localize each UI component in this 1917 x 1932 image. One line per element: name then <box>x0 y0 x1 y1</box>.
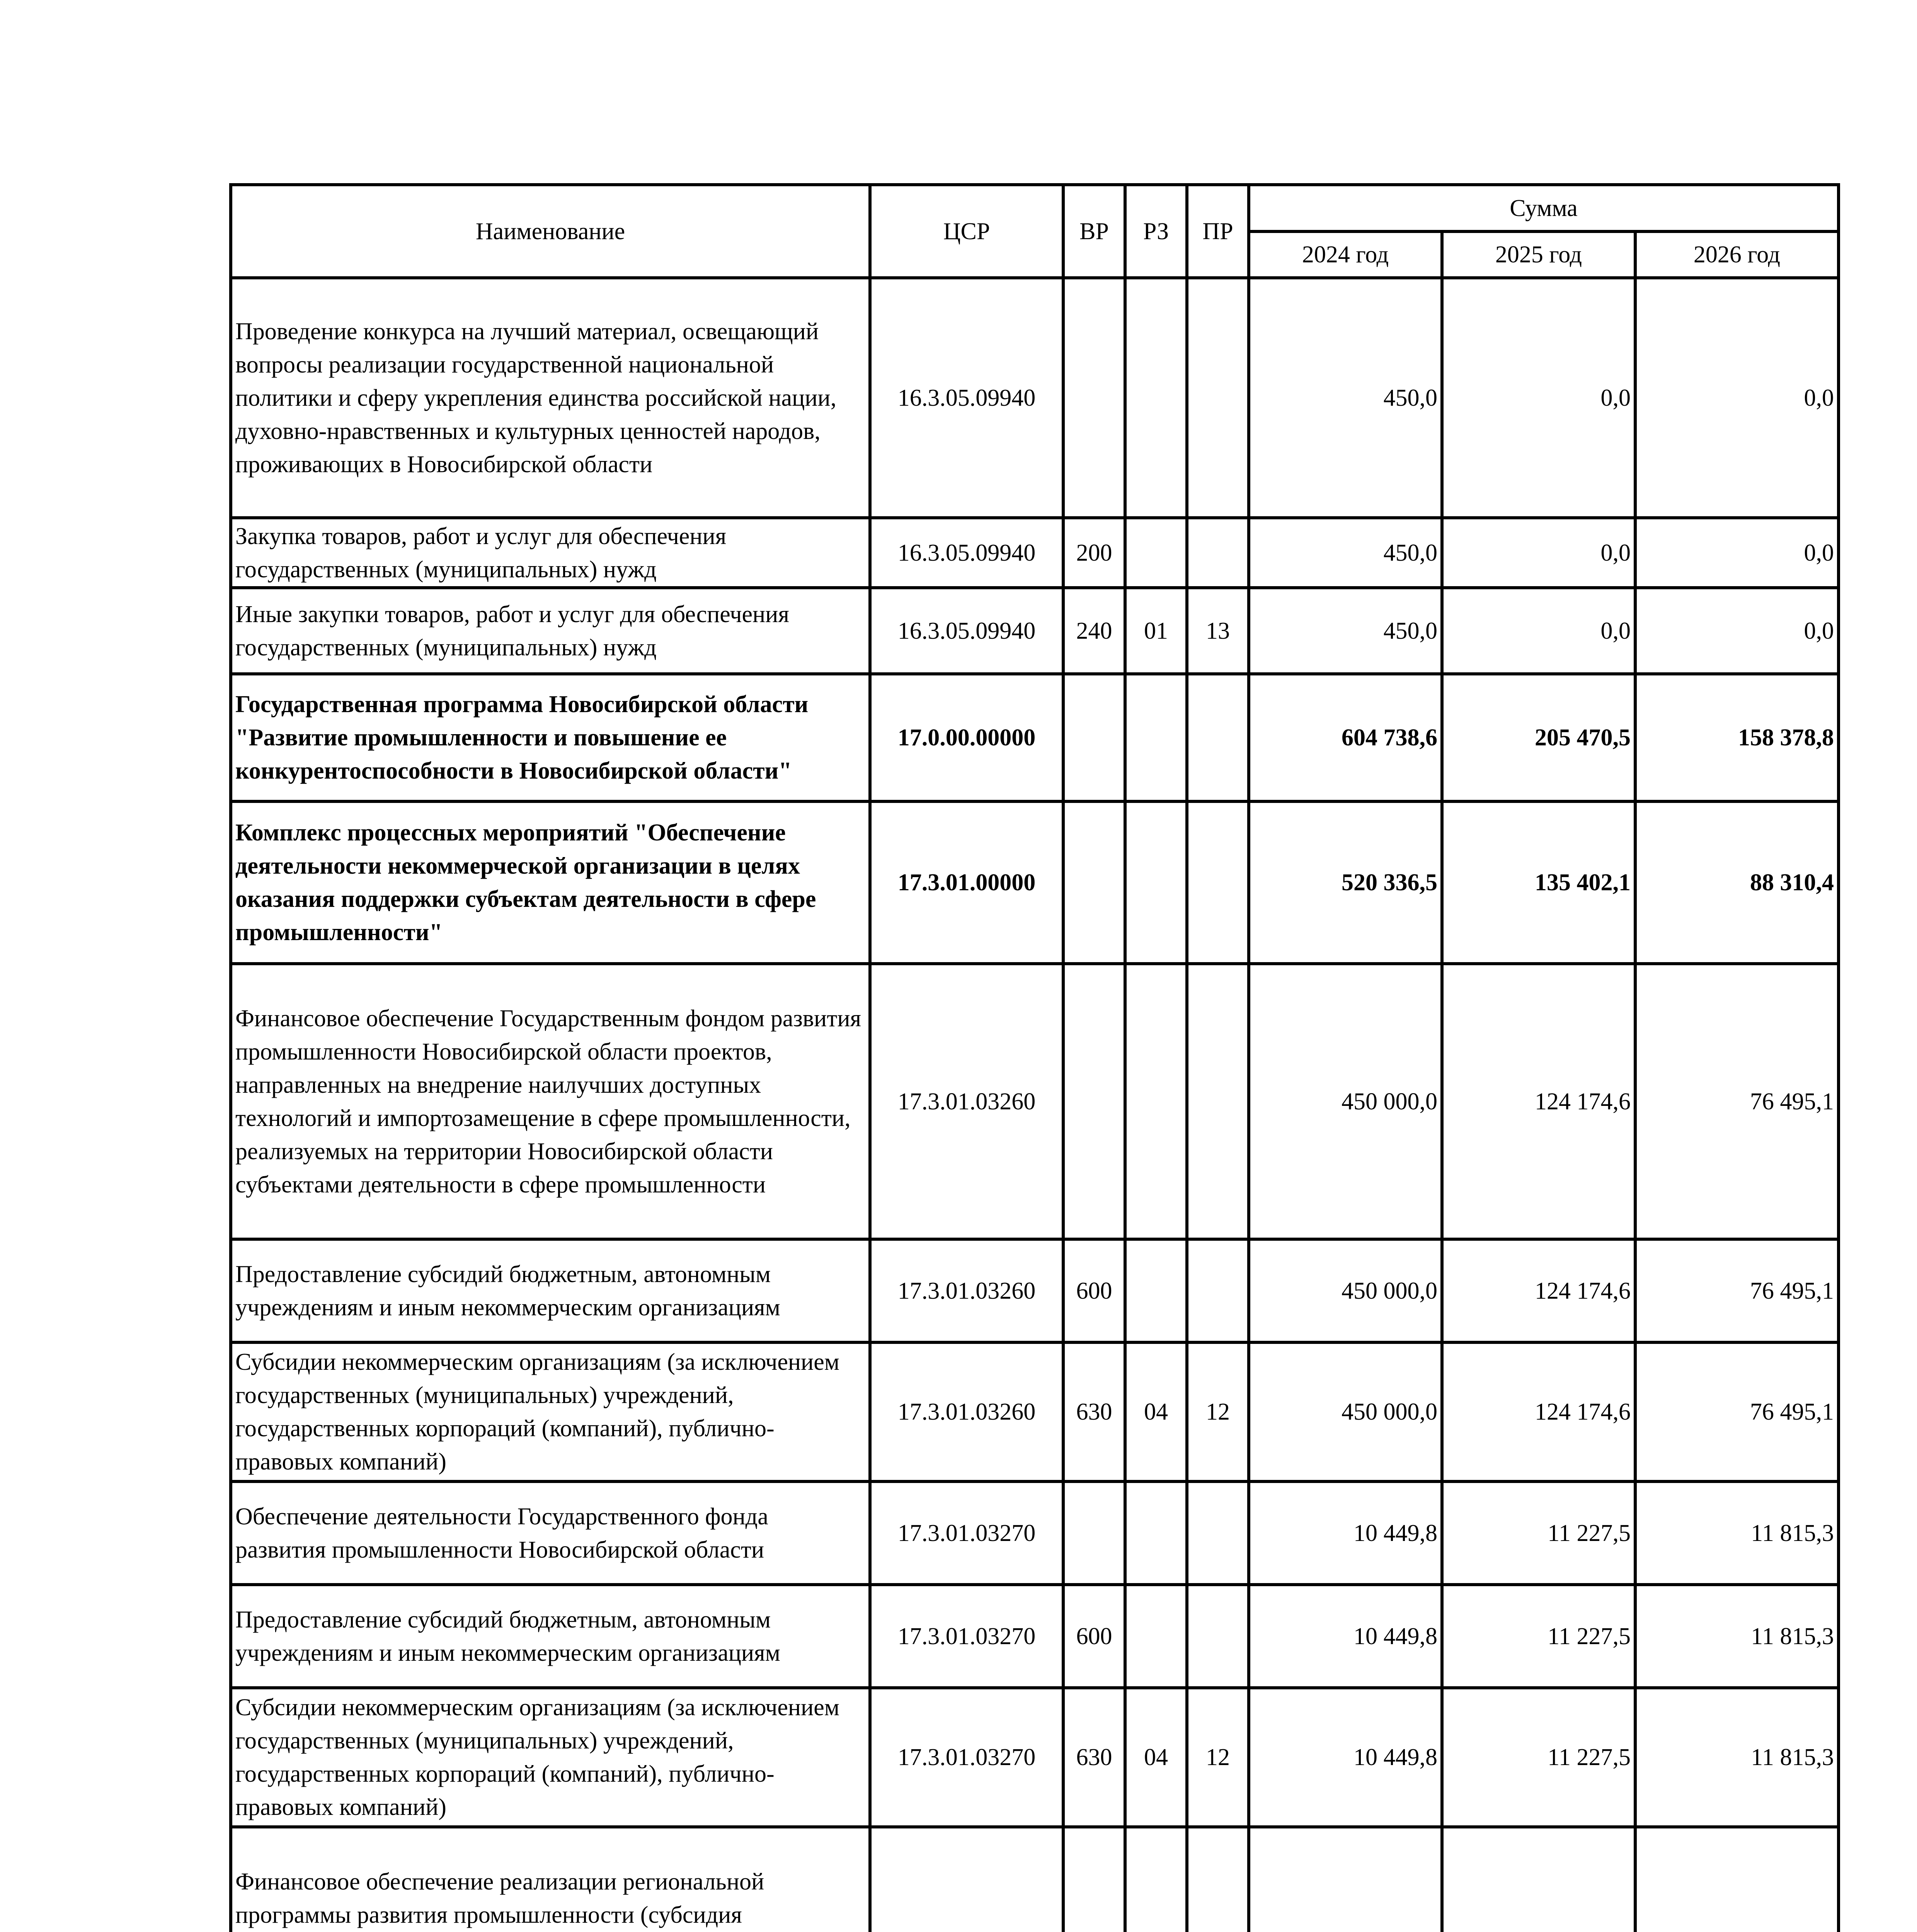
table-row <box>231 1688 1839 1827</box>
header-pr: ПР <box>1187 185 1249 278</box>
cell-sum-2026: 11 815,3 <box>1635 1688 1839 1827</box>
table-row <box>231 674 1839 801</box>
table-row <box>231 1239 1839 1342</box>
cell-sum-2024: 450 000,0 <box>1249 964 1442 1239</box>
cell-sum-2026: 11 815,3 <box>1635 1585 1839 1688</box>
cell-vr <box>1063 801 1125 964</box>
cell-pr <box>1187 1585 1249 1688</box>
cell-vr <box>1063 278 1125 518</box>
cell-csr: 16.3.05.09940 <box>870 588 1063 674</box>
header-rz: РЗ <box>1125 185 1187 278</box>
cell-sum-2025: 11 227,5 <box>1442 1585 1635 1688</box>
cell-csr: 17.3.01.03260 <box>870 1239 1063 1342</box>
cell-rz: 04 <box>1125 1342 1187 1481</box>
cell-name: Закупка товаров, работ и услуг для обеспечения государственных (муниципальных) нужд <box>231 518 870 588</box>
cell-sum-2026: 158 378,8 <box>1635 674 1839 801</box>
cell-pr <box>1187 964 1249 1239</box>
table-row <box>231 588 1839 674</box>
cell-sum-2025: 124 174,6 <box>1442 1239 1635 1342</box>
cell-csr: 17.3.01.03270 <box>870 1585 1063 1688</box>
cell-sum-2024: 604 738,6 <box>1249 674 1442 801</box>
cell-vr: 630 <box>1063 1688 1125 1827</box>
cell-rz: 04 <box>1125 1688 1187 1827</box>
cell-rz <box>1125 1239 1187 1342</box>
budget-table <box>229 183 1840 1932</box>
cell-csr <box>870 1827 1063 1932</box>
cell-rz <box>1125 964 1187 1239</box>
cell-sum-2024: 10 449,8 <box>1249 1481 1442 1585</box>
cell-name: Финансовое обеспечение Государственным фондом развития промышленности Новосибирской области проектов, направленных на внедрение наилучших доступных технологий и импортозамещение в сфере промышленности, реализуемых на территории Новосибирской области субъектами деятельности в сфере промышленности <box>231 964 870 1239</box>
cell-rz <box>1125 1827 1187 1932</box>
cell-sum-2026: 0,0 <box>1635 588 1839 674</box>
header-year-2026: 2026 год <box>1635 231 1839 278</box>
cell-sum-2025: 0,0 <box>1442 278 1635 518</box>
cell-csr: 16.3.05.09940 <box>870 278 1063 518</box>
cell-csr: 16.3.05.09940 <box>870 518 1063 588</box>
cell-sum-2025 <box>1442 1827 1635 1932</box>
cell-sum-2026: 0,0 <box>1635 518 1839 588</box>
cell-rz: 01 <box>1125 588 1187 674</box>
header-year-2025: 2025 год <box>1442 231 1635 278</box>
cell-sum-2024 <box>1249 1827 1442 1932</box>
table-body <box>231 278 1839 1932</box>
header-vr: ВР <box>1063 185 1125 278</box>
cell-name: Обеспечение деятельности Государственного фонда развития промышленности Новосибирской области <box>231 1481 870 1585</box>
cell-sum-2025: 0,0 <box>1442 518 1635 588</box>
cell-sum-2024: 450,0 <box>1249 588 1442 674</box>
cell-sum-2026: 76 495,1 <box>1635 1342 1839 1481</box>
table-row <box>231 801 1839 964</box>
table-row <box>231 1585 1839 1688</box>
cell-sum-2025: 135 402,1 <box>1442 801 1635 964</box>
cell-rz <box>1125 1481 1187 1585</box>
cell-vr: 200 <box>1063 518 1125 588</box>
cell-sum-2025: 124 174,6 <box>1442 964 1635 1239</box>
cell-rz <box>1125 801 1187 964</box>
cell-pr <box>1187 1239 1249 1342</box>
cell-sum-2025: 11 227,5 <box>1442 1481 1635 1585</box>
cell-sum-2024: 10 449,8 <box>1249 1585 1442 1688</box>
cell-sum-2024: 520 336,5 <box>1249 801 1442 964</box>
cell-sum-2026: 11 815,3 <box>1635 1481 1839 1585</box>
cell-rz <box>1125 278 1187 518</box>
cell-pr: 12 <box>1187 1342 1249 1481</box>
cell-csr: 17.3.01.03270 <box>870 1481 1063 1585</box>
cell-name: Финансовое обеспечение реализации региональной программы развития промышленности (субсидия <box>231 1827 870 1932</box>
cell-rz <box>1125 518 1187 588</box>
cell-vr <box>1063 1827 1125 1932</box>
header-name: Наименование <box>231 185 870 278</box>
cell-sum-2025: 11 227,5 <box>1442 1688 1635 1827</box>
table-row <box>231 1481 1839 1585</box>
cell-name: Проведение конкурса на лучший материал, освещающий вопросы реализации государственной национальной политики и сферу укрепления единства российской нации, духовно-нравственных и культурных ценностей народов, проживающих в Новосибирской области <box>231 278 870 518</box>
cell-sum-2025: 0,0 <box>1442 588 1635 674</box>
cell-name: Предоставление субсидий бюджетным, автономным учреждениям и иным некоммерческим организациям <box>231 1585 870 1688</box>
cell-name: Комплекс процессных мероприятий "Обеспечение деятельности некоммерческой организации в целях оказания поддержки субъектам деятельности в сфере промышленности" <box>231 801 870 964</box>
cell-csr: 17.3.01.03270 <box>870 1688 1063 1827</box>
cell-csr: 17.0.00.00000 <box>870 674 1063 801</box>
cell-pr <box>1187 674 1249 801</box>
cell-vr: 600 <box>1063 1239 1125 1342</box>
cell-name: Государственная программа Новосибирской области "Развитие промышленности и повышение ее конкурентоспособности в Новосибирской области" <box>231 674 870 801</box>
cell-rz <box>1125 1585 1187 1688</box>
cell-csr: 17.3.01.03260 <box>870 964 1063 1239</box>
cell-vr <box>1063 1481 1125 1585</box>
table-row <box>231 278 1839 518</box>
cell-pr: 13 <box>1187 588 1249 674</box>
cell-sum-2024: 450,0 <box>1249 518 1442 588</box>
cell-pr <box>1187 1481 1249 1585</box>
cell-sum-2026 <box>1635 1827 1839 1932</box>
cell-sum-2024: 450,0 <box>1249 278 1442 518</box>
table-row <box>231 518 1839 588</box>
cell-sum-2024: 10 449,8 <box>1249 1688 1442 1827</box>
table-row <box>231 1827 1839 1932</box>
cell-sum-2026: 76 495,1 <box>1635 964 1839 1239</box>
cell-vr <box>1063 964 1125 1239</box>
cell-vr <box>1063 674 1125 801</box>
header-year-2024: 2024 год <box>1249 231 1442 278</box>
cell-pr <box>1187 801 1249 964</box>
header-csr: ЦСР <box>870 185 1063 278</box>
cell-vr: 630 <box>1063 1342 1125 1481</box>
cell-rz <box>1125 674 1187 801</box>
cell-sum-2024: 450 000,0 <box>1249 1342 1442 1481</box>
cell-pr <box>1187 278 1249 518</box>
cell-sum-2025: 124 174,6 <box>1442 1342 1635 1481</box>
cell-sum-2024: 450 000,0 <box>1249 1239 1442 1342</box>
cell-name: Предоставление субсидий бюджетным, автономным учреждениям и иным некоммерческим организациям <box>231 1239 870 1342</box>
table-row <box>231 964 1839 1239</box>
cell-vr: 240 <box>1063 588 1125 674</box>
cell-pr <box>1187 518 1249 588</box>
cell-csr: 17.3.01.03260 <box>870 1342 1063 1481</box>
cell-sum-2025: 205 470,5 <box>1442 674 1635 801</box>
cell-csr: 17.3.01.00000 <box>870 801 1063 964</box>
cell-sum-2026: 88 310,4 <box>1635 801 1839 964</box>
cell-name: Субсидии некоммерческим организациям (за исключением государственных (муниципальных) учреждений, государственных корпораций (компаний), публично-правовых компаний) <box>231 1688 870 1827</box>
cell-vr: 600 <box>1063 1585 1125 1688</box>
table-row <box>231 1342 1839 1481</box>
cell-name: Субсидии некоммерческим организациям (за исключением государственных (муниципальных) учреждений, государственных корпораций (компаний), публично-правовых компаний) <box>231 1342 870 1481</box>
cell-pr <box>1187 1827 1249 1932</box>
cell-name: Иные закупки товаров, работ и услуг для обеспечения государственных (муниципальных) нужд <box>231 588 870 674</box>
cell-sum-2026: 0,0 <box>1635 278 1839 518</box>
header-sum: Сумма <box>1249 185 1839 231</box>
cell-sum-2026: 76 495,1 <box>1635 1239 1839 1342</box>
table-header <box>231 185 1839 278</box>
cell-pr: 12 <box>1187 1688 1249 1827</box>
